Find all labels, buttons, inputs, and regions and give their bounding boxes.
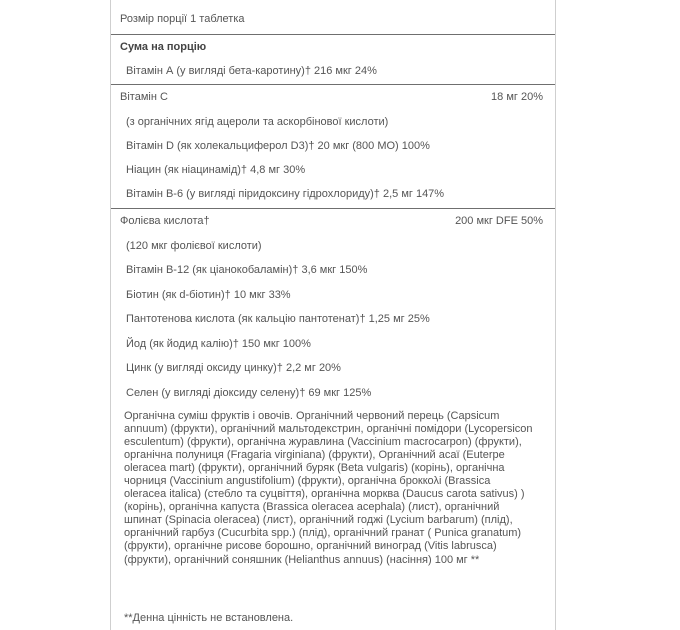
row-vitamin-b6: Вітамін В-6 (у вигляді піридоксину гідрохлориду)† 2,5 мг 147% — [126, 188, 445, 200]
row-niacin: Ніацин (як ніацинамід)† 4,8 мг 30% — [126, 164, 306, 176]
row-biotin: Біотин (як d-біотин)† 10 мкг 33% — [126, 289, 291, 301]
divider-top — [111, 34, 555, 35]
row-iodine: Йод (як йодид калію)† 150 мкг 100% — [126, 338, 311, 350]
row-selenium: Селен (у вигляді діоксиду селену)† 69 мкг 125% — [126, 387, 372, 399]
divider-2 — [111, 208, 555, 209]
divider-1 — [111, 84, 555, 85]
amount-per-serving-header: Сума на порцію — [120, 41, 207, 53]
daily-value-footnote: **Денна цінність не встановлена. — [124, 612, 294, 624]
row-folic-name: Фолієва кислота† — [120, 215, 210, 227]
row-vitamin-d: Вітамін D (як холекальциферол D3)† 20 мкг (800 МО) 100% — [126, 140, 430, 152]
row-vitamin-c-value: 18 мг 20% — [491, 91, 543, 103]
row-vitamin-b12: Вітамін В-12 (як ціанокобаламін)† 3,6 мкг 150% — [126, 264, 368, 276]
serving-size: Розмір порції 1 таблетка — [120, 13, 245, 25]
row-pantothenic: Пантотенова кислота (як кальцію пантотенат)† 1,25 мг 25% — [126, 313, 430, 325]
row-vitamin-a: Вітамін А (у вигляді бета-каротину)† 216 мкг 24% — [126, 65, 377, 77]
row-vitamin-c-source: (з органічних ягід ацероли та аскорбінової кислоти) — [126, 116, 389, 128]
row-folic-value: 200 мкг DFE 50% — [455, 215, 543, 227]
row-zinc: Цинк (у вигляді оксиду цинку)† 2,2 мг 20% — [126, 362, 341, 374]
row-folic-source: (120 мкг фолієвої кислоти) — [126, 240, 262, 252]
organic-blend-description: Органічна суміш фруктів і овочів. Органічний червоний перець (Capsicum annuum) (фрукти), органічний мальтодекстрин, органічні помідори (Lycopersicon esculentum) (фрукти), органічна журавлина (Vaccinium macrocarpon) (фрукти), органічна полуниця (Fragaria virginiana) (фрукти), Органічний асаї (Euterpe oleracea mart) (фрукти), органічний буряк (Beta vulgaris) (корінь), органічна чорниця (Vaccinium angustifolium) (фрукти), органічна броккολі (Brassica oleracea italica) (стебло та суцвіття), органічна морква (Daucus carota sativus) ) (корінь), органічна капуста (Brassica oleracea acephala) (лист), органічний шпинат (Spinacia oleracea) (лист), органічний годжі (Lycium barbarum) (плід), органічний гарбуз (Cucurbita spp.) (плід), органічний гранат ( Punica granatum) (фрукти), органічне рисове борошно, органічний виноград (Vitis labrusca) (фрукти), органічний соняшник (Helianthus annuus) (насіння) 100 мг ** — [124, 410, 533, 566]
supplement-facts-panel — [110, 0, 556, 630]
row-vitamin-c-name: Вітамін С — [120, 91, 168, 103]
